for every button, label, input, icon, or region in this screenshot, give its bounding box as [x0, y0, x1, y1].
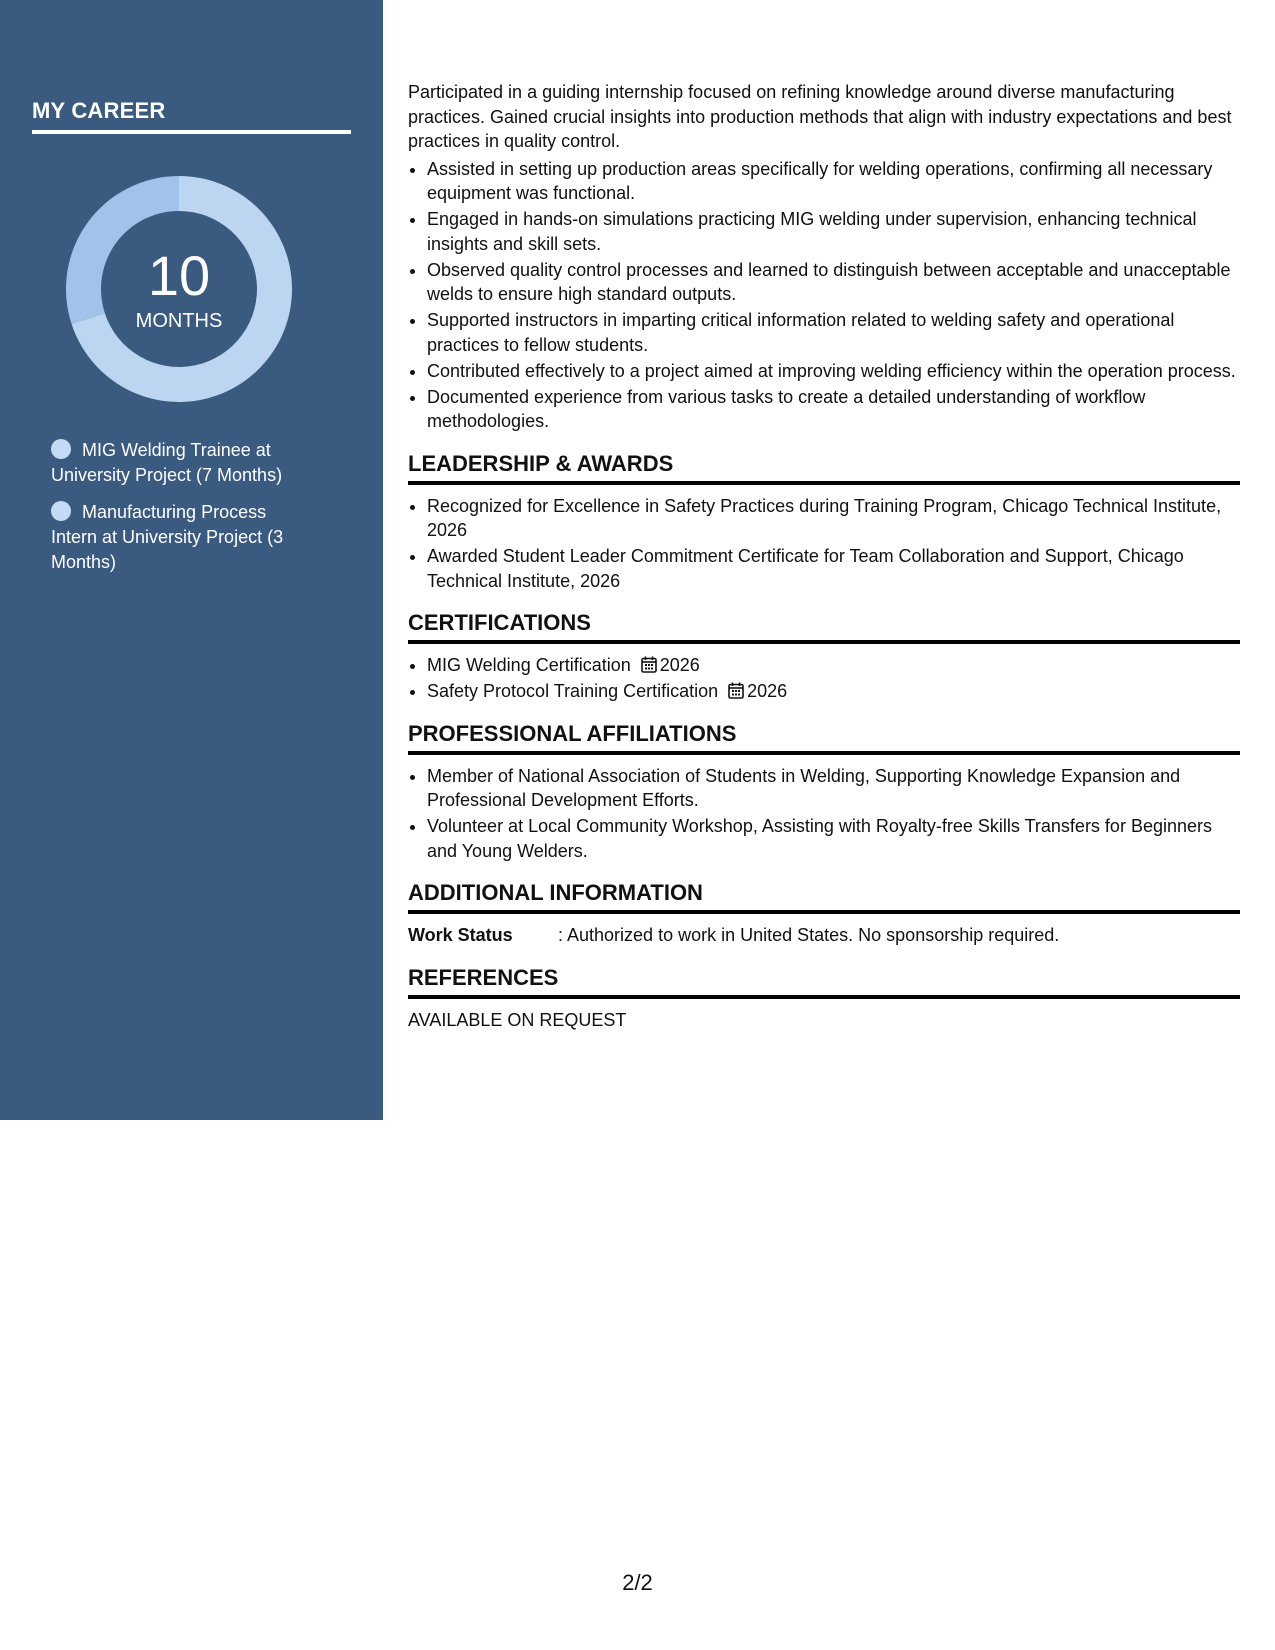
experience-bullets — [408, 157, 1240, 434]
calendar-icon — [728, 682, 744, 699]
certification-name: MIG Welding Certification — [427, 655, 631, 675]
certification-item — [427, 679, 1240, 704]
leadership-item: • Awarded Student Leader Commitment Certificate for Team Collaboration and Support, Chicago Technical Institute, 2026 — [427, 544, 1240, 593]
certifications-heading: CERTIFICATIONS — [408, 609, 1240, 644]
career-legend-label: Manufacturing Process Intern at University Project (3 Months) — [51, 502, 284, 572]
experience-bullet: • Assisted in setting up production areas specifically for welding operations, confirming all necessary equipment was functional. — [427, 157, 1240, 206]
affiliation-item: • Member of National Association of Students in Welding, Supporting Knowledge Expansion and Professional Development Efforts. — [427, 764, 1240, 813]
experience-bullet: • Engaged in hands-on simulations practicing MIG welding under supervision, enhancing technical insights and skill sets. — [427, 207, 1240, 256]
certification-item — [427, 653, 1240, 678]
calendar-icon — [641, 656, 657, 673]
page-number: 2/2 — [622, 1570, 653, 1595]
career-sidebar — [0, 0, 383, 1120]
certifications-list — [408, 653, 1240, 704]
experience-summary: Participated in a guiding internship focused on refining knowledge around diverse manufacturing practices. Gained crucial insights into production methods that align with industry expectations and best practices in quality control. — [408, 82, 1232, 151]
references-text: AVAILABLE ON REQUEST — [408, 1009, 627, 1030]
work-status-value: : Authorized to work in United States. No sponsorship required. — [558, 925, 1060, 945]
total-months-unit: MONTHS — [135, 310, 223, 332]
experience-bullet: • Documented experience from various tasks to create a detailed understanding of workflow methodologies. — [427, 385, 1240, 434]
career-legend-item — [51, 500, 311, 575]
leadership-heading: LEADERSHIP & AWARDS — [408, 450, 1240, 485]
certification-name: Safety Protocol Training Certification — [427, 681, 719, 701]
experience-bullet: • Observed quality control processes and learned to distinguish between acceptable and unacceptable welds to ensure high standard outputs. — [427, 258, 1240, 307]
affiliation-item: • Volunteer at Local Community Workshop, Assisting with Royalty-free Skills Transfers for Beginners and Young Welders. — [427, 814, 1240, 863]
leadership-list — [408, 494, 1240, 594]
legend-dot-icon — [51, 501, 71, 521]
career-title: MY CAREER — [32, 98, 351, 134]
career-legend-label: MIG Welding Trainee at University Project (7 Months) — [51, 440, 283, 485]
certification-year: 2026 — [747, 681, 788, 701]
resume-main-column — [408, 80, 1240, 1032]
certification-year: 2026 — [659, 655, 700, 675]
legend-dot-icon — [51, 439, 71, 459]
work-status-label: Work Status — [408, 925, 513, 945]
experience-bullet: • Supported instructors in imparting critical information related to welding safety and operational practices to fellow students. — [427, 308, 1240, 357]
affiliations-list — [408, 764, 1240, 864]
affiliations-heading: PROFESSIONAL AFFILIATIONS — [408, 720, 1240, 755]
career-legend — [51, 438, 311, 587]
experience-bullet: • Contributed effectively to a project aimed at improving welding efficiency within the operation process. — [427, 359, 1240, 384]
references-heading: REFERENCES — [408, 964, 1240, 999]
leadership-item: • Recognized for Excellence in Safety Practices during Training Program, Chicago Technical Institute, 2026 — [427, 494, 1240, 543]
career-legend-item — [51, 438, 311, 488]
work-status-row — [408, 923, 1240, 948]
additional-info-heading: ADDITIONAL INFORMATION — [408, 879, 1240, 914]
total-months-number: 10 — [147, 244, 211, 307]
